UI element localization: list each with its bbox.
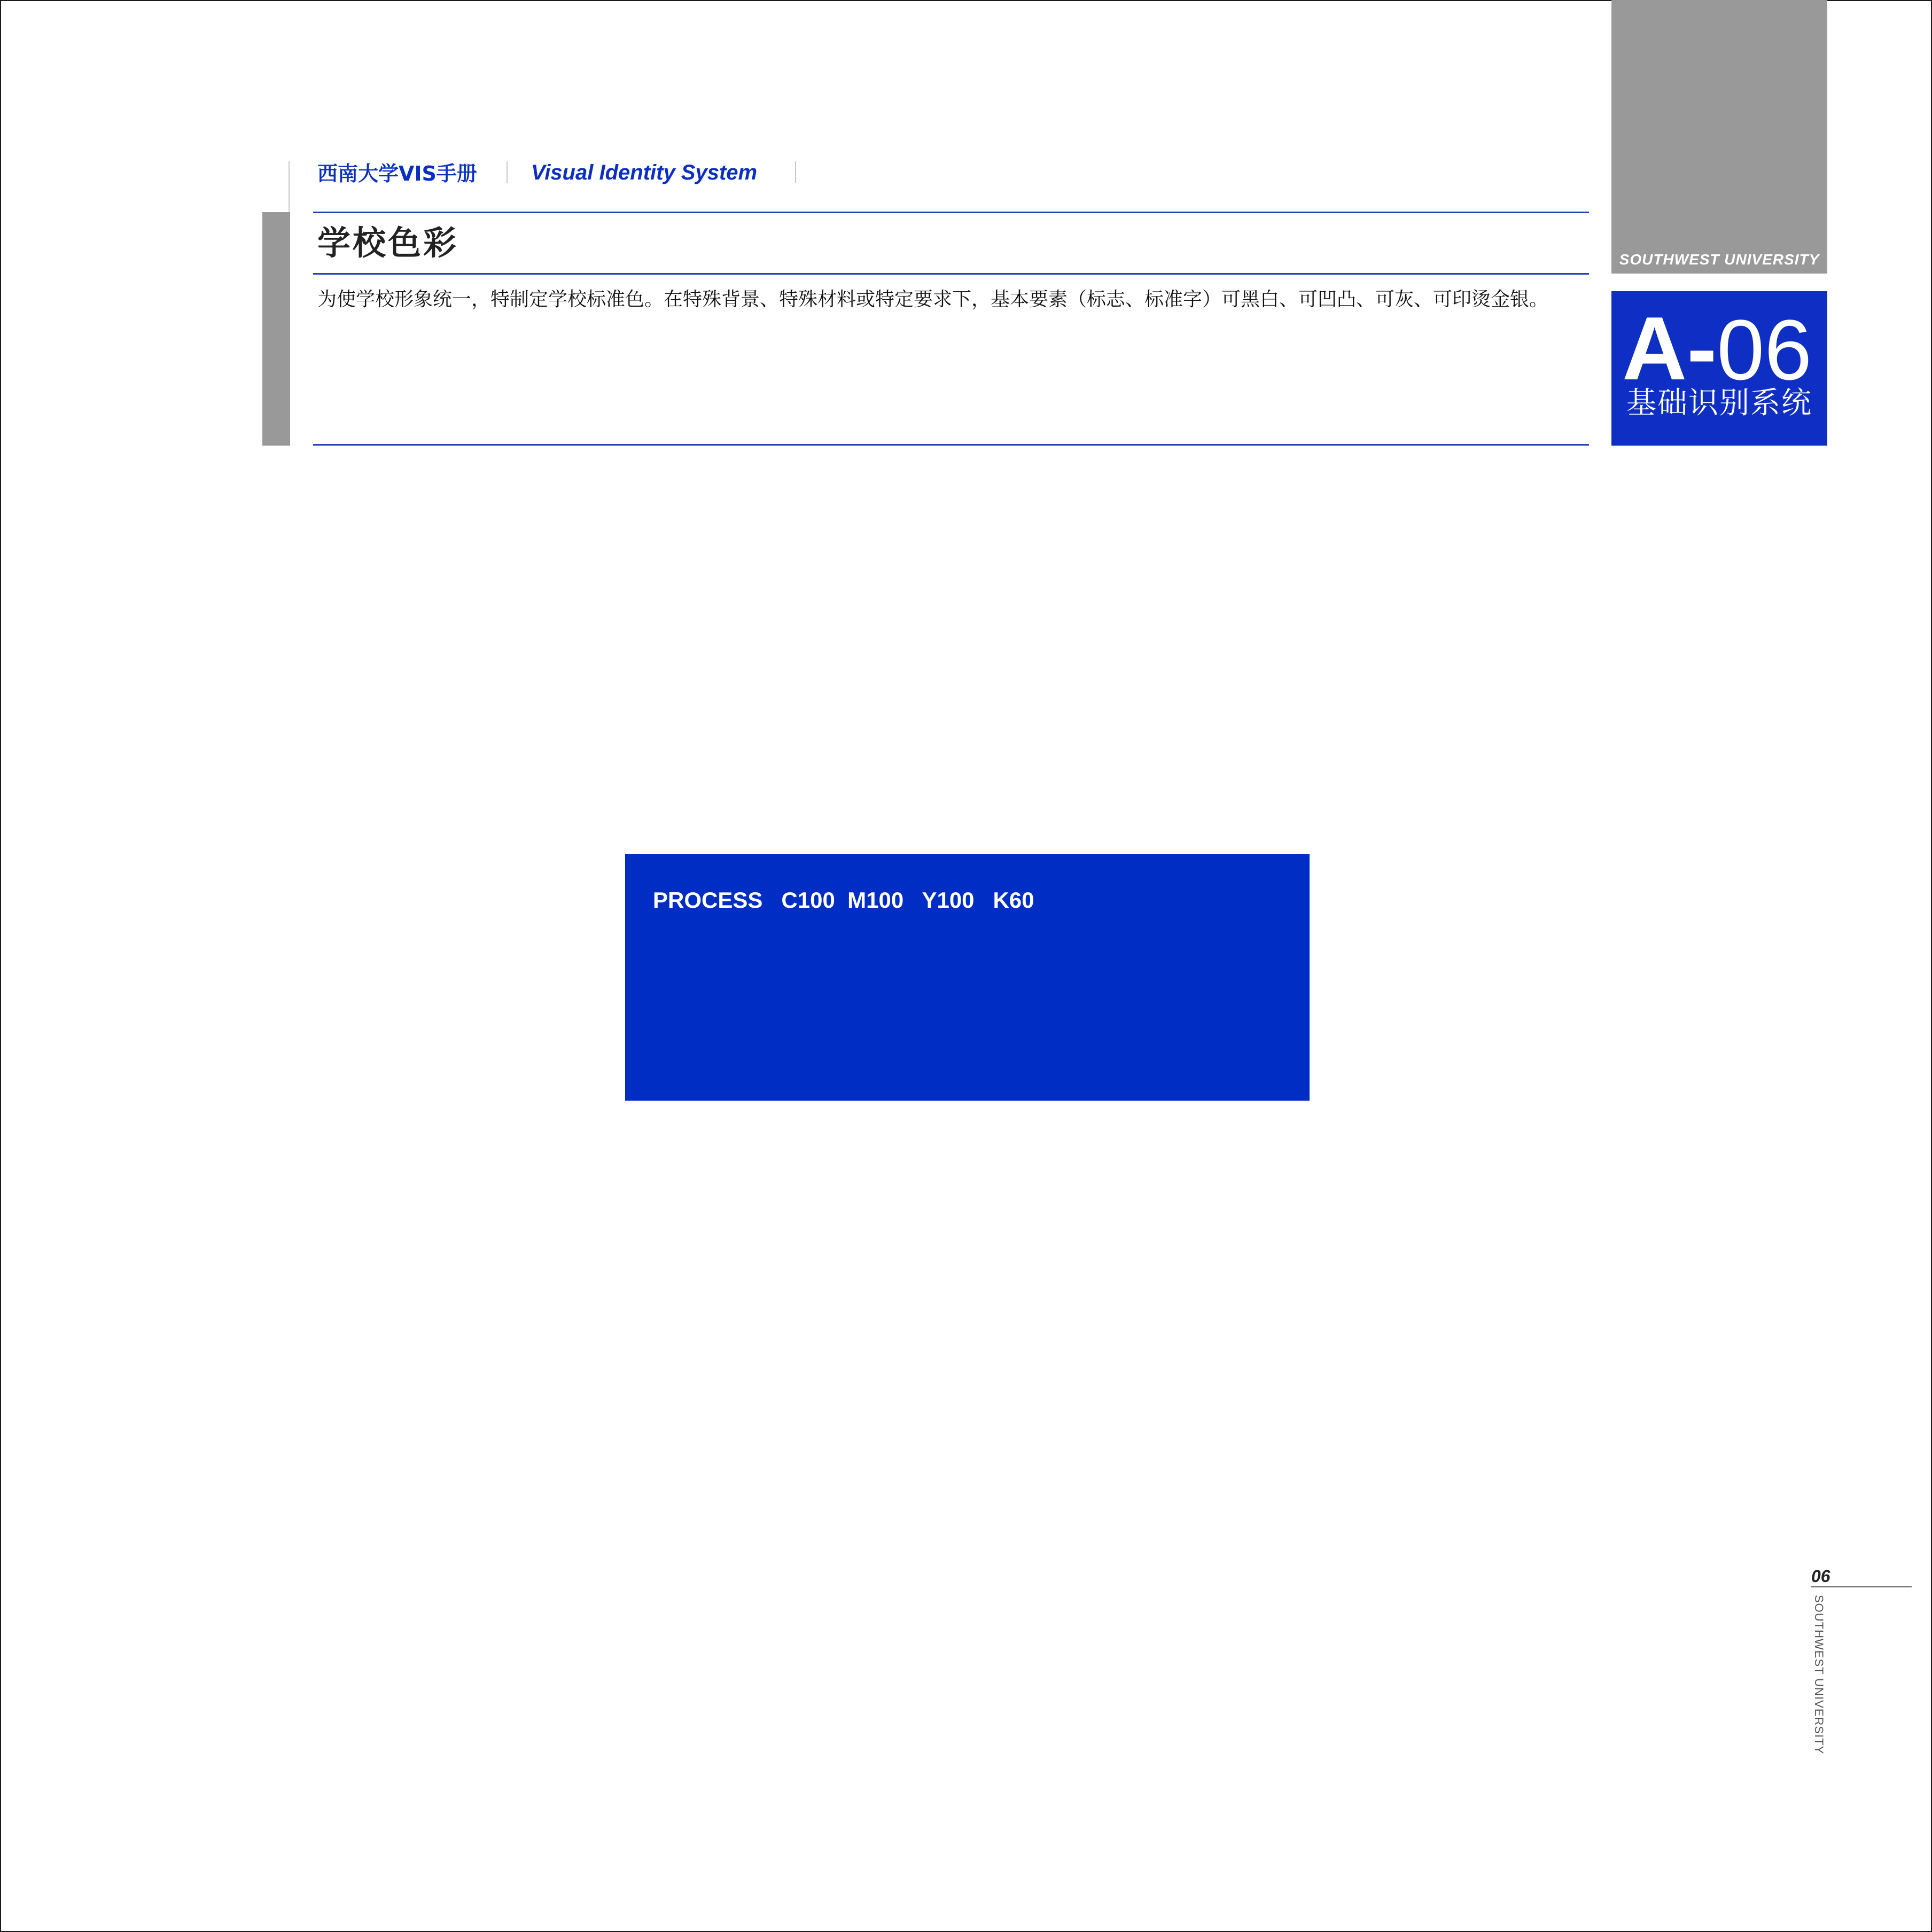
footer-university-vertical: SOUTHWEST UNIVERSITY xyxy=(1812,1595,1826,1755)
top-rule xyxy=(313,212,1589,213)
header-separator xyxy=(507,161,508,183)
swatch-process-label: PROCESS C100 M100 Y100 K60 xyxy=(653,887,1034,913)
tab-subtitle: 基础识别系统 xyxy=(1626,386,1812,420)
header-separator xyxy=(795,161,796,183)
tab-gray-block xyxy=(1611,0,1827,274)
tab-code-letter: A- xyxy=(1622,298,1717,399)
standard-color-swatch xyxy=(625,854,1310,1101)
side-gray-bar xyxy=(262,212,290,446)
title-rule xyxy=(313,273,1589,275)
page-number: 06 xyxy=(1811,1567,1830,1586)
bottom-rule xyxy=(313,444,1589,446)
tab-code-number: 06 xyxy=(1717,302,1812,398)
page-number-rule xyxy=(1811,1586,1912,1587)
section-description: 为使学校形象统一，特制定学校标准色。在特殊背景、特殊材料或特定要求下，基本要素（标志、标准字）可黑白、可凹凸、可灰、可印烫金银。 xyxy=(317,289,1549,310)
header-divider-line xyxy=(289,161,290,213)
section-title: 学校色彩 xyxy=(317,223,459,262)
brand-title-cn: 西南大学VIS手册 xyxy=(317,162,477,185)
tab-university-label: SOUTHWEST UNIVERSITY xyxy=(1619,251,1820,268)
brand-title-en: Visual Identity System xyxy=(531,161,758,184)
